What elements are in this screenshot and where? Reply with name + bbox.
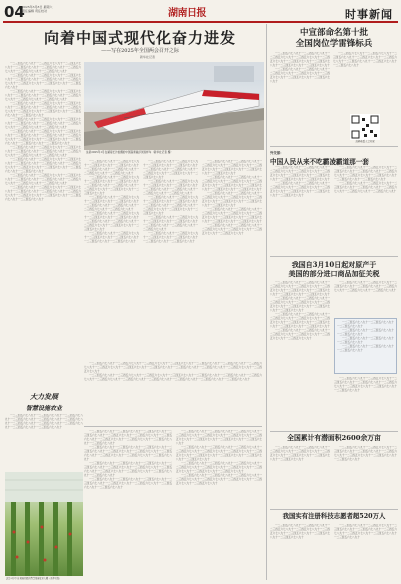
page-number: 04 (4, 3, 25, 21)
lead-text-continued: 一二三四五六七八九十一二三四五六七八九十一二三四五六七八九十一二三四五六七八九十一二三四五六七八九十一二三四五六七八九十一二三四五六七八九十一二三四五六七八九十一二三四五六七八九十一二三四五六七八九十一二三四五六七八九十一二三四五六七八九十一二三四五六七八九十一二三四五六七八九十 一二三四五六七八九十一二三四五六七八九十一二三四五六七八九十一二三四五六七八九十一二三四五六七八九十一二三四五六七八九十一二三四五六七八九十一二三四五六七八九十一二三四五六七八九十一二三四五六七八九十一二三四五六七八九十一二三四五六七八九十一二三四五六七八九十 (84, 362, 262, 381)
right-story-3-text-a: 一二三四五六七八九十一二三四五六七八九十一二三四五六七八九十一二三四五六七八九十一二三四五六七八九十一二三四五六七八九十一二三四五六七八九十一二三四五六七八九十一二三四五六七八九十 一二三四五六七八九十一二三四五六七八九十一二三四五六七八九十一二三四五六七八九十一二三四五六七八九十一二三四五六七八九十一二三四五六七八九十一二三四五六七八九十 一二三四五六七八九十一二三四五六七八九十一二三四五六七八九十一二三四五六七八九十一二三四五六七八九十一二三四五六七八九十一二三四五六七八九十一二三四五六七八九十一二三四五六七八九十 一二三四五六七八九十一二三四五六七八九十一二三四五六七八九十一二三四五六七八九十一二三四五六七八九十一二三四五六七八九十 (270, 281, 330, 340)
greenhouse-illustration (5, 472, 83, 576)
divider-2 (270, 256, 398, 257)
maglev-train-illustration (84, 62, 264, 150)
right-story-4-text-a: 一二三四五六七八九十一二三四五六七八九十一二三四五六七八九十一二三四五六七八九十一二三四五六七八九十一二三四五六七八九十一二三四五六七八九十一二三四五六七八九十 (270, 446, 330, 461)
lower-text-a: 一二三四五六七八九十一二三四五六七八九十一二三四五六七八九十一二三四五六七八九十一二三四五六七八九十一二三四五六七八九十一二三四五六七八九十一二三四五六七八九十一二三四五六七八九十一二三四五六七八九十一二三四五六七八九十 一二三四五六七八九十一二三四五六七八九十一二三四五六七八九十一二三四五六七八九十一二三四五六七八九十一二三四五六七八九十一二三四五六七八九十一二三四五六七八九十一二三四五六七八九十一二三四五六七八九十 一二三四五六七八九十一二三四五六七八九十一二三四五六七八九十一二三四五六七八九十一二三四五六七八九十一二三四五六七八九十一二三四五六七八九十一二三四五六七八九十一二三四五六七八九十一二三四五六七八九十一二三四五六七八九十 一二三四五六七八九十一二三四五六七八九十一二三四五六七八九十一二三四五六七八九十一二三四五六七八九十一二三四五六七八九十一二三四五六七八九十一二三四五六七八九十 (84, 430, 172, 489)
lead-subtitle: ——写在2025年全国两会召开之际 (101, 48, 179, 54)
lead-headline: 向着中国式现代化奋力进发 (43, 29, 236, 47)
masthead-rule (3, 21, 398, 23)
right-story-5-text-b: 一二三四五六七八九十一二三四五六七八九十一二三四五六七八九十一二三四五六七八九十一二三四五六七八九十一二三四五六七八九十一二三四五六七八九十一二三四五六七八九十 (334, 524, 397, 539)
side-feature-photo-greenhouse (5, 472, 83, 576)
lead-photo-caption: 这是2025年1月在湖南长沙拍摄的中国高速磁浮试验样车（新华社记者 摄） (86, 151, 173, 154)
lead-photo-maglev (84, 62, 264, 150)
qr-code-icon (350, 114, 380, 140)
right-story-2-text-a: 一二三四五六七八九十一二三四五六七八九十一二三四五六七八九十一二三四五六七八九十一二三四五六七八九十一二三四五六七八九十一二三四五六七八九十一二三四五六七八九十一二三四五六七八九十 一二三四五六七八九十一二三四五六七八九十一二三四五六七八九十一二三四五六七八九十一二三四五六七八九十一二三四五六七八九十一二三四五六七八九十一二三四五六七八九十 (270, 166, 330, 197)
date-line: 2025年3月8日 星期六 责任编辑 责任校对 (22, 5, 53, 13)
right-story-4-headline: 全国累计有潜面积2600余万亩 (287, 434, 381, 442)
qr-code[interactable] (350, 114, 380, 140)
lead-text-column-2: 一二三四五六七八九十一二三四五六七八九十一二三四五六七八九十一二三四五六七八九十一二三四五六七八九十一二三四五六七八九十一二三四五六七八九十一二三四五六七八九十 一二三四五六七八九十一二三四五六七八九十一二三四五六七八九十一二三四五六七八九十一二三四五六七八九十一二三四五六七八九十一二三四五六七八九十一二三四五六七八九十一二三四五六七八九十 一二三四五六七八九十一二三四五六七八九十一二三四五六七八九十一二三四五六七八九十一二三四五六七八九十一二三四五六七八九十一二三四五六七八九十一二三四五六七八九十 一二三四五六七八九十一二三四五六七八九十一二三四五六七八九十一二三四五六七八九十一二三四五六七八九十一二三四五六七八九十一二三四五六七八九十一二三四五六七八九十一二三四五六七八九十 一二三四五六七八九十一二三四五六七八九十一二三四五六七八九十一二三四五六七八九十一二三四五六七八九十一二三四五六七八九十 (84, 160, 139, 243)
column-divider (266, 24, 267, 580)
divider-3 (270, 431, 398, 432)
divider-1 (270, 146, 398, 147)
right-story-5-text-a: 一二三四五六七八九十一二三四五六七八九十一二三四五六七八九十一二三四五六七八九十一二三四五六七八九十一二三四五六七八九十一二三四五六七八九十一二三四五六七八九十 (270, 524, 330, 539)
lead-byline: 新华社记者 (140, 55, 156, 59)
side-feature-slogan: 大力发展 智慧设施农业 (25, 392, 62, 412)
divider-4 (270, 509, 398, 510)
right-story-3-text-c: 一二三四五六七八九十一二三四五六七八九十一二三四五六七八九十一二三四五六七八九十一二三四五六七八九十一二三四五六七八九十一二三四五六七八九十一二三四五六七八九十 (334, 377, 397, 392)
lead-text-column-1: 一二三四五六七八九十一二三四五六七八九十一二三四五六七八九十一二三四五六七八九十一二三四五六七八九十一二三四五六七八九十一二三四五六七八九十一二三四五六七八九十 一二三四五六七八九十一二三四五六七八九十一二三四五六七八九十一二三四五六七八九十一二三四五六七八九十一二三四五六七八九十一二三四五六七八九十一二三四五六七八九十一二三四五六七八九十 一二三四五六七八九十一二三四五六七八九十一二三四五六七八九十一二三四五六七八九十一二三四五六七八九十一二三四五六七八九十一二三四五六七八九十一二三四五六七八九十 一二三四五六七八九十一二三四五六七八九十一二三四五六七八九十一二三四五六七八九十一二三四五六七八九十一二三四五六七八九十一二三四五六七八九十一二三四五六七八九十一二三四五六七八九十一二三四五六七八九十 一二三四五六七八九十一二三四五六七八九十一二三四五六七八九十一二三四五六七八九十一二三四五六七八九十一二三四五六七八九十一二三四五六七八九十一二三四五六七八九十 一二三四五六七八九十一二三四五六七八九十一二三四五六七八九十一二三四五六七八九十一二三四五六七八九十一二三四五六七八九十一二三四五六七八九十一二三四五六七八九十一二三四五六七八九十一二三四五六七八九十一二三四五六七八九十 一二三四五六七八九十一二三四五六七八九十一二三四五六七八九十一二三四五六七八九十一二三四五六七八九十一二三四五六七八九十一二三四五六七八九十一二三四五六七八九十 一二三四五六七八九十一二三四五六七八九十一二三四五六七八九十一二三四五六七八九十一二三四五六七八九十一二三四五六七八九十一二三四五六七八九十一二三四五六七八九十一二三四五六七八九十一二三四五六七八九十 一二三四五六七八九十一二三四五六七八九十一二三四五六七八九十一二三四五六七八九十一二三四五六七八九十一二三四五六七八九十一二三四五六七八九十一二三四五六七八九十 一二三四五六七八九十一二三四五六七八九十一二三四五六七八九十一二三四五六七八九十一二三四五六七八九十一二三四五六七八九十一二三四五六七八九十一二三四五六七八九十一二三四五六七八九十一二三四五六七八九十 (5, 62, 81, 201)
right-story-3-headline: 我国自3月10日起对原产于 美国的部分进口商品加征关税 (288, 260, 380, 278)
right-story-3-text-b: 一二三四五六七八九十一二三四五六七八九十一二三四五六七八九十一二三四五六七八九十一二三四五六七八九十一二三四五六七八九十一二三四五六七八九十 (334, 281, 397, 292)
right-story-1-text-a: 一二三四五六七八九十一二三四五六七八九十一二三四五六七八九十一二三四五六七八九十一二三四五六七八九十一二三四五六七八九十一二三四五六七八九十一二三四五六七八九十一二三四五六七八九十 一二三四五六七八九十一二三四五六七八九十一二三四五六七八九十一二三四五六七八九十一二三四五六七八九十一二三四五六七八九十一二三四五六七八九十 (270, 52, 330, 83)
divider-lead-bottom (84, 426, 262, 427)
lead-text-column-4: 一二三四五六七八九十一二三四五六七八九十一二三四五六七八九十一二三四五六七八九十一二三四五六七八九十一二三四五六七八九十一二三四五六七八九十一二三四五六七八九十 一二三四五六七八九十一二三四五六七八九十一二三四五六七八九十一二三四五六七八九十一二三四五六七八九十一二三四五六七八九十一二三四五六七八九十一二三四五六七八九十一二三四五六七八九十 一二三四五六七八九十一二三四五六七八九十一二三四五六七八九十一二三四五六七八九十一二三四五六七八九十一二三四五六七八九十一二三四五六七八九十一二三四五六七八九十 一二三四五六七八九十一二三四五六七八九十一二三四五六七八九十一二三四五六七八九十一二三四五六七八九十一二三四五六七八九十一二三四五六七八九十一二三四五六七八九十一二三四五六七八九十 一二三四五六七八九十一二三四五六七八九十一二三四五六七八九十一二三四五六七八九十一二三四五六七八九十一二三四五六七八九十 (202, 160, 262, 235)
side-feature-text: 一二三四五六七八九十一二三四五六七八九十一二三四五六七八九十一二三四五六七八九十一二三四五六七八九十一二三四五六七八九十一二三四五六七八九十一二三四五六七八九十一二三四五六七八九十一二三四五六七八九十一二三四五六七八九十 (5, 414, 83, 429)
right-story-2-text-b: 一二三四五六七八九十一二三四五六七八九十一二三四五六七八九十一二三四五六七八九十一二三四五六七八九十一二三四五六七八九十一二三四五六七八九十一二三四五六七八九十一二三四五六七八九十 一二三四五六七八九十一二三四五六七八九十一二三四五六七八九十一二三四五六七八九十一二三四五六七八九十一二三四五六七八九十一二三四五六七八九十 (334, 166, 397, 193)
qr-caption: 扫码收看大会实况 (355, 140, 375, 143)
sidebar-box: 一二三四五六七八九十一二三四五六七八九十一二三四五六七八九十 一二三四五六七八九十一二三四五六七八九十一二三四五六七八九十 一二三四五六七八九十一二三四五六七八九十一二三四五六七八九十 一二三四五六七八九十一二三四五六七八九十一二三四五六七八九十 (334, 318, 397, 374)
right-story-1-headline: 中宣部命名第十批 全国岗位学雷锋标兵 (295, 28, 373, 49)
section-title: 时事新闻 (345, 8, 393, 21)
right-story-5-headline: 我国实有注册科技志愿者超520万人 (282, 512, 386, 520)
lead-text-column-3: 一二三四五六七八九十一二三四五六七八九十一二三四五六七八九十一二三四五六七八九十一二三四五六七八九十一二三四五六七八九十一二三四五六七八九十一二三四五六七八九十一二三四五六七八九十 一二三四五六七八九十一二三四五六七八九十一二三四五六七八九十一二三四五六七八九十一二三四五六七八九十一二三四五六七八九十一二三四五六七八九十一二三四五六七八九十 一二三四五六七八九十一二三四五六七八九十一二三四五六七八九十一二三四五六七八九十一二三四五六七八九十一二三四五六七八九十一二三四五六七八九十一二三四五六七八九十一二三四五六七八九十 一二三四五六七八九十一二三四五六七八九十一二三四五六七八九十一二三四五六七八九十一二三四五六七八九十一二三四五六七八九十一二三四五六七八九十 一二三四五六七八九十一二三四五六七八九十一二三四五六七八九十一二三四五六七八九十一二三四五六七八九十一二三四五六七八九十 (143, 160, 198, 243)
right-story-2-headline: 外交部： 中国人民从来不吃霸凌霸道那一套 (270, 151, 369, 166)
newspaper-logo: 湖南日报 (168, 8, 206, 19)
side-feature-caption: 这是3月7日在某地拍摄的智慧设施农业大棚（新华社发） (6, 577, 62, 580)
lower-text-b: 一二三四五六七八九十一二三四五六七八九十一二三四五六七八九十一二三四五六七八九十一二三四五六七八九十一二三四五六七八九十一二三四五六七八九十一二三四五六七八九十一二三四五六七八九十一二三四五六七八九十 一二三四五六七八九十一二三四五六七八九十一二三四五六七八九十一二三四五六七八九十一二三四五六七八九十一二三四五六七八九十一二三四五六七八九十一二三四五六七八九十一二三四五六七八九十一二三四五六七八九十一二三四五六七八九十 一二三四五六七八九十一二三四五六七八九十一二三四五六七八九十一二三四五六七八九十一二三四五六七八九十一二三四五六七八九十一二三四五六七八九十一二三四五六七八九十一二三四五六七八九十 一二三四五六七八九十一二三四五六七八九十一二三四五六七八九十一二三四五六七八九十一二三四五六七八九十一二三四五六七八九十一二三四五六七八九十一二三四五六七八九十 (176, 430, 262, 485)
right-story-1-text-b: 一二三四五六七八九十一二三四五六七八九十一二三四五六七八九十一二三四五六七八九十一二三四五六七八九十一二三四五六七八九十一二三四五六七八九十一二三四五六七八九十 (333, 52, 397, 67)
right-story-4-text-b: 一二三四五六七八九十一二三四五六七八九十一二三四五六七八九十一二三四五六七八九十一二三四五六七八九十一二三四五六七八九十一二三四五六七八九十一二三四五六七八九十 (334, 446, 397, 461)
